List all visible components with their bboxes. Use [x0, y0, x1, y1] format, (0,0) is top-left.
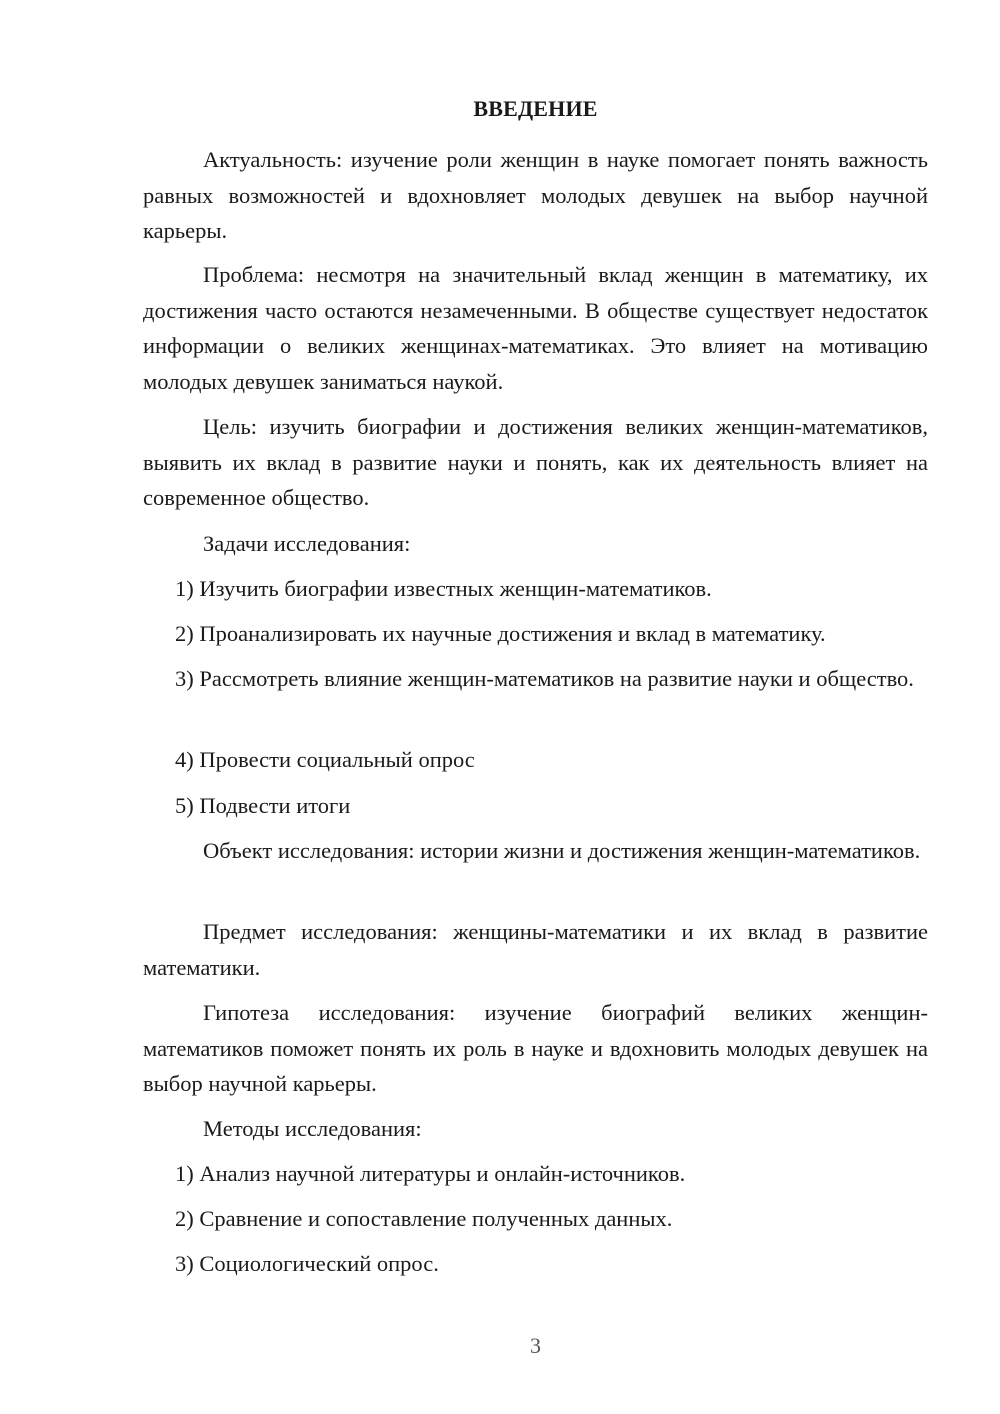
- method-item: 3) Социологический опрос.: [175, 1251, 439, 1276]
- paragraph-methods-title: Методы исследования:: [203, 1116, 422, 1141]
- task-item: 4) Провести социальный опрос: [175, 747, 475, 772]
- paragraph-tasks-title: Задачи исследования:: [203, 531, 411, 556]
- paragraph-subject: Предмет исследования: женщины-математики и их вклад в развитие математики.: [143, 919, 928, 980]
- paragraph-goal: Цель: изучить биографии и достижения великих женщин-математиков, выявить их вклад в развитие науки и понять, как их деятельность влияет на современное общество.: [143, 414, 928, 510]
- paragraph-hypothesis: Гипотеза исследования: изучение биографий великих женщин-математиков поможет понять их роль в науке и вдохновить молодых девушек на выбор научной карьеры.: [143, 1000, 928, 1096]
- paragraph-relevance: Актуальность: изучение роли женщин в науке помогает понять важность равных возможностей и вдохновляет молодых девушек на выбор научной карьеры.: [143, 147, 928, 243]
- document-page: [143, 0, 928, 1414]
- task-item: 1) Изучить биографии известных женщин-математиков.: [175, 576, 712, 601]
- paragraph-problem: Проблема: несмотря на значительный вклад женщин в математику, их достижения часто остаются незамеченными. В обществе существует недостаток информации о великих женщинах-математиках. Это влияет на мотивацию молодых девушек заниматься наукой.: [143, 262, 928, 394]
- page-number: 3: [530, 1333, 541, 1358]
- task-item: 2) Проанализировать их научные достижения и вклад в математику.: [175, 621, 826, 646]
- paragraph-object: Объект исследования: истории жизни и достижения женщин-математиков.: [203, 838, 921, 863]
- method-item: 2) Сравнение и сопоставление полученных данных.: [175, 1206, 673, 1231]
- task-item: 3) Рассмотреть влияние женщин-математиков на развитие науки и общество.: [175, 666, 914, 691]
- method-item: 1) Анализ научной литературы и онлайн-источников.: [175, 1161, 686, 1186]
- section-heading: ВВЕДЕНИЕ: [473, 96, 598, 121]
- task-item: 5) Подвести итоги: [175, 793, 351, 818]
